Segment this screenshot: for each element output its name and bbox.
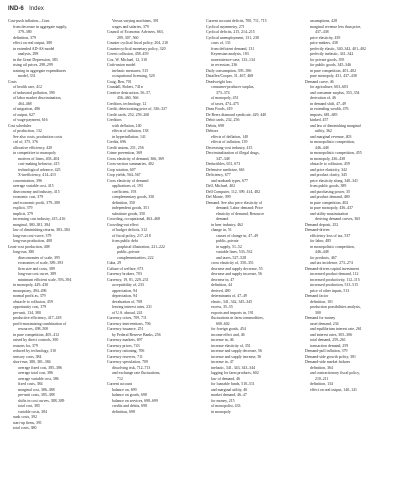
index-entry: for foreign goods, 454 <box>211 327 246 331</box>
index-entry: fixed costs, 384 <box>18 382 43 386</box>
index-entry: for money, 215 <box>211 398 235 403</box>
index-entry: explicit, 379 <box>13 206 33 210</box>
index-entry: reasons for, 379 <box>13 343 38 348</box>
index-entry: perfectly elastic, 340–342, 401–402 <box>310 46 366 51</box>
index-entry: for loanable funds, 510–511 <box>211 382 255 386</box>
index-entry: of health care, 412 <box>13 85 42 89</box>
index-column-4 <box>305 19 400 475</box>
index-entry: long-run, 380 <box>13 250 35 254</box>
index-entry: 437–438 <box>315 30 329 34</box>
index-entry: in monopoly <box>211 409 231 414</box>
index-entry: in competitive to monopoly <box>13 151 57 155</box>
index-entry: Counter cyclical fiscal policy, 204, 210 <box>107 41 169 45</box>
index-entry: long-run cost curve, 389 <box>18 272 57 276</box>
index-entry: Cost schedules <box>8 123 32 128</box>
index-entry: Demand-pull inflation, 379 <box>305 349 348 353</box>
index-entry: 456–460, 566 <box>117 96 139 100</box>
page-header <box>8 3 399 16</box>
index-entry: normal profit as, 379 <box>13 294 46 298</box>
index-entry: See also costs, production costs <box>13 134 63 139</box>
index-entry: wages and salaries, 379 <box>112 24 149 29</box>
index-entry: price of other inputs, 513 <box>310 288 350 293</box>
index-entry: Deficiency, 677 <box>206 173 231 177</box>
index-entry: of taxes, 474–475 <box>211 101 239 106</box>
index-entry: cross elasticity of, 350–351 <box>211 261 254 265</box>
index-entry: in monopolistic competition, <box>310 140 355 144</box>
index-entry: Cuba, 29 <box>107 261 122 265</box>
index-entry: for public goods, 345–346 <box>310 63 352 67</box>
index-entry: for private goods, 395 <box>310 57 345 62</box>
index-entry: definition, 44 <box>211 283 232 287</box>
index-entry: and equilibrium interest rate, 261 <box>310 327 362 331</box>
index-entry: Currency rationing, 706 <box>107 349 145 353</box>
index-entry: appreciation, 94 <box>112 288 138 293</box>
index-entry: in pure competition, 405–412 <box>13 332 60 337</box>
index-entry: Currency, 19, 81, 229–231 <box>107 277 149 282</box>
index-entry: effects of deflation, 140 <box>211 134 249 139</box>
index-entry: of monopoly, 451 <box>211 96 239 100</box>
index-entry: inelastic measures, 515 <box>112 68 149 73</box>
index-entry: depreciation, 94 <box>112 294 138 298</box>
index-entry: derived, 480 <box>211 288 231 293</box>
index-entry: 446–448 <box>315 145 329 150</box>
index-entry: deriving demand curves, 365 <box>315 217 361 221</box>
index-entry: Currency prices, 743 <box>107 343 140 348</box>
index-entry: Crowding-out effect <box>107 222 139 227</box>
index-entry: variable lines, 533–532 <box>216 250 253 254</box>
index-entry: Cyclical asymmetry, 271 <box>206 24 245 29</box>
index-entry: pure monopoly, 431, 437–438 <box>310 74 357 78</box>
index-entry: increasing cost industry, 415–416 <box>13 217 66 221</box>
index-column-3 <box>206 19 301 475</box>
index-entry: decrease and supply increase, 56 <box>211 272 262 276</box>
index-entry: average fixed cost, 385–386 <box>18 365 62 370</box>
index-entry: Currency interventions, 706 <box>107 321 151 326</box>
index-entry: change in, 51 <box>211 228 232 232</box>
index-entry: minimum efficient scale, 393–394 <box>18 277 72 282</box>
index-entry: sunk costs, 392 <box>13 415 37 419</box>
index-entry: marginal revenue less than price, <box>310 24 362 29</box>
index-entry: increased product demand, 112 <box>310 272 359 276</box>
index-entry: and product clarity, 345 <box>310 173 347 177</box>
index-entry: average variable cost, 415 <box>13 184 54 188</box>
index-entry: occupational licensing, 520 <box>112 74 155 78</box>
index-entry: economic cost, 379 <box>13 195 44 199</box>
index-entry: elasticity of demand; Resource <box>216 211 265 216</box>
index-entry: for agriculture, 603–603 <box>310 85 348 89</box>
index-entry: in monopolistic competition, <box>310 244 355 249</box>
index-entry: 446–448 <box>315 250 329 254</box>
index-entry: increase and supply decrease, 56 <box>211 349 262 353</box>
index-entry: and exchange rate fluctuations, <box>112 371 161 375</box>
index-entry: market demand, 46–47 <box>211 393 247 397</box>
index-entry: and marginal revenue, 403 <box>310 134 352 139</box>
index-entry: and price elasticity, 342 <box>310 167 347 172</box>
index-entry: complementarities, 222 <box>117 255 154 260</box>
index-entry: of labor market discrimination, <box>13 96 62 100</box>
index-entry: inelastic, 341, 343, 343–344 <box>211 365 256 370</box>
index-entry: concentration, 396 <box>13 178 42 183</box>
index-entry: Current account deficits, 700, 711, 715 <box>206 19 267 23</box>
index-entry: graphical illustration, 221–222 <box>117 244 165 249</box>
index-entry: public–private <box>216 239 239 243</box>
index-entry: fluctuations in farm commodities, <box>211 316 264 320</box>
index-entry: with deflation, 140 <box>112 123 142 128</box>
index-entry: in monopoly, 429–430 <box>13 283 49 287</box>
index-entry: for products, 467 <box>310 255 337 260</box>
index-entry: increase elasticity of, 351 <box>211 343 251 348</box>
index-entry: Currency markets, 697 <box>107 338 143 342</box>
index-entry: Creditors, technology, 12 <box>107 101 147 106</box>
index-entry: and contractionary fiscal policy, <box>310 371 360 375</box>
index-entry: Cross elasticity of demand, 366, 369 <box>107 156 164 161</box>
index-entry: increased production, 513–515 <box>310 283 359 287</box>
index-entry: balance on services, 698–699 <box>112 398 158 403</box>
index-entry: Creditors <box>107 118 122 122</box>
index-entry: 600–602 <box>216 321 230 326</box>
index-entry: law of diminishing returns, 383–384 <box>13 228 70 232</box>
index-entry: production possibilities analysis, <box>310 305 361 309</box>
index-entry: Cyclical deficits, 215, 214–215 <box>206 30 255 34</box>
index-entry: Cyclical unemployment, 131, 238 <box>206 35 259 40</box>
index-entry: Crab-union model <box>107 63 136 67</box>
index-entry: coefficient, 193 <box>112 189 137 194</box>
index-entry: substitute goods, 350 <box>112 211 145 216</box>
index-entry: per-unit, 134, 380 <box>13 310 41 315</box>
index-entry: lagging for farm products, 602 <box>211 371 259 375</box>
index-entry: of wage payment, 616 <box>13 118 48 122</box>
index-entry: nonexistence-case, 133–134 <box>211 57 255 62</box>
index-entry: start-up firms, 391 <box>13 420 42 425</box>
index-entry: from deficient demand, 131 <box>211 46 255 51</box>
index-entry: definition, 379 <box>13 35 36 40</box>
index-entry: Crop rotation, 607 <box>107 167 136 172</box>
page-title: Index <box>29 6 44 12</box>
index-entry: dissolving risk, 712–713 <box>112 365 151 370</box>
index-entry: 209, 307, 560 <box>117 35 139 40</box>
index-entry: Daily consumption, 395–396 <box>206 68 252 73</box>
index-entry: Crandall, Robert, 741n <box>107 85 143 89</box>
index-entry: price elasticity, 439 <box>310 35 341 40</box>
index-entry: raised by direct controls, 390 <box>13 338 59 342</box>
index-entry: transaction demand, 259 <box>310 343 349 348</box>
index-entry: 347–348 <box>216 156 230 161</box>
index-entry: long-run production, 408 <box>13 239 53 243</box>
index-entry: allocative efficiency, 420 <box>13 145 53 150</box>
index-entry: sensory costs, 384 <box>13 354 42 359</box>
index-entry: decrease and supply decrease, 55 <box>211 266 263 271</box>
index-entry: balance on goods, 698 <box>112 393 147 397</box>
index-entry: of fiscal policy, 217–218 <box>112 233 151 238</box>
index-entry: effect on real output, 380 <box>13 41 53 45</box>
index-entry: definition, 101 <box>310 299 333 304</box>
index-entry: Demand-side market failures <box>305 360 351 364</box>
index-entry: Defensive medicine, 661 <box>206 167 245 172</box>
index-entry: definition, 698 <box>112 409 135 414</box>
index-entry: decrease in, 47 <box>211 277 235 282</box>
index-entry: exports and imports in, 191 <box>211 310 254 315</box>
index-entry: Creative destruction, 56–57, <box>107 90 152 95</box>
index-entry: Decreasing-cost industry, 415 <box>206 145 253 150</box>
index-entry: increase in, 46 <box>211 338 234 342</box>
index-entry: in pure monopoly, 436–437 <box>310 206 353 210</box>
index-column-1 <box>8 19 103 475</box>
index-entry: devaluation of, 708 <box>112 299 143 304</box>
index-entry: increased productivity, 112–115 <box>310 277 360 282</box>
index-entry: and product demand, 480 <box>310 195 350 199</box>
index-entry: and consumer surplus, 353, 354 <box>310 90 360 95</box>
index-entry: ctrl of, 375, 376 <box>13 140 38 144</box>
index-entry: of budget deficits, 312 <box>112 228 148 232</box>
index-entry: motives of firms, 403–404 <box>18 156 60 161</box>
index-entry: 300 <box>315 310 321 315</box>
index-entry: Demand-side growth policy, 381 <box>305 354 356 359</box>
index-entry: demand; Labor demand; Price <box>216 206 263 210</box>
index-entry: Credit unions, 251, 256 <box>107 145 144 150</box>
index-entry: Dataflex/Cooper, 31, 467, 468 <box>206 74 254 78</box>
index-entry: definition, 134 <box>310 382 333 386</box>
index-entry: of U.S. abroad, 241 <box>112 310 143 315</box>
index-entry: in extending wealth, 476 <box>310 107 349 111</box>
index-entry: Costs <box>8 79 17 84</box>
index-entry: Versus varying machines, 391 <box>112 19 159 23</box>
page-number: IND-6 <box>8 6 24 12</box>
index-entry: Demand-driven capital investment <box>305 266 359 271</box>
index-entry: and law of diminishing marginal <box>310 123 361 128</box>
index-entry: in demand shift, 47–49 <box>310 101 346 106</box>
index-entry: determinants of, 47–49 <box>211 294 247 298</box>
index-entry: diseconomy and industry, 415 <box>13 189 60 194</box>
index-entry: Demand-driven <box>305 228 330 232</box>
index-entry: excess, 35–55 <box>211 305 233 309</box>
index-entry: and purchasing power, 35 <box>310 189 351 194</box>
index-entry: costs of, 131 <box>211 41 231 45</box>
index-entry: in hyperinflation, 141 <box>112 134 146 139</box>
index-entry: Decriminalization of illegal drugs, <box>206 151 260 155</box>
index-entry: leaving interest rates, 231 <box>112 305 152 309</box>
index-entry: price makers, 438 <box>310 41 338 45</box>
index-entry: public–private <box>117 250 140 254</box>
index-columns <box>8 19 401 475</box>
index-entry: in pure competition, 402 <box>310 200 349 205</box>
index-entry: 712 <box>117 376 123 381</box>
index-entry: of monopolist, 433 <box>211 404 241 408</box>
index-entry: Currency speculation, 709 <box>107 360 148 364</box>
index-entry: in supply, 51–52 <box>216 244 242 249</box>
index-entry: Keynesian analysis, 183 <box>211 52 249 56</box>
index-entry: derivation of, 46 <box>310 96 336 100</box>
index-entry: Currency brokers, 703 <box>107 272 142 276</box>
index-entry: Cost-push inflation—Cont. <box>8 19 51 23</box>
index-entry: reduced by technology, 310 <box>13 349 56 353</box>
index-entry: Council of Economic Advisers, 663, <box>107 30 164 34</box>
index-entry: of production, 132 <box>13 129 42 133</box>
index-entry: Dell, Michael, 402 <box>206 184 236 188</box>
index-entry: assumptions, 428 <box>310 19 338 23</box>
index-entry: productive efficiency, 417–418 <box>13 316 62 320</box>
index-entry: resources, 498–500 <box>18 327 49 331</box>
index-entry: increase and supply increase, 56 <box>211 354 262 359</box>
index-entry: marginal cost, 386–388 <box>18 387 55 392</box>
index-entry: complementary goods, 350 <box>112 195 155 199</box>
index-entry: in monopolistic competition, 455 <box>310 151 362 155</box>
index-entry: from decrease in aggregate supply, <box>13 24 68 29</box>
index-entry: Culture of welfare, 673 <box>107 266 144 271</box>
index-entry: for labor, 485 <box>310 239 332 243</box>
index-entry: effect on real output, 140–141 <box>310 387 357 392</box>
index-entry: of migration, 486 <box>13 107 41 111</box>
index-entry: per-unit costs, 385–388 <box>18 393 55 397</box>
index-entry: Covert collusion, 458–459 <box>107 52 149 56</box>
index-entry: economies of scale, 389–393 <box>18 261 64 265</box>
index-entry: of industrial pollution, 390 <box>13 90 55 95</box>
index-entry: efficiency loss of tax, 537 <box>310 233 351 238</box>
index-entry: diseconomies of scale, 395 <box>18 255 60 260</box>
index-entry: Demand. See also price elasticity of <box>206 200 262 205</box>
index-entry: Dean Foods, 419 <box>206 107 233 111</box>
index-entry: Crime prevention, 369 <box>107 151 143 155</box>
index-entry: Cross elasticity of demand <box>107 178 149 183</box>
index-entry: long-run cost-curve, 379 <box>13 233 52 238</box>
index-entry: Debits, 698 <box>206 123 224 128</box>
index-column-2 <box>107 19 202 475</box>
index-entry: obstacle to collusion, 459 <box>13 299 53 304</box>
index-entry: variable costs, 384 <box>18 409 48 414</box>
index-entry: Credit, deteriorating price of, 336–337 <box>107 107 168 111</box>
index-entry: demand <box>216 217 229 221</box>
index-entry: asset demand, 234 <box>310 321 339 326</box>
index-entry: shifts in cost curves, 388–389 <box>18 398 65 403</box>
index-entry: by Federal Reserve Banks, 256 <box>112 332 161 337</box>
index-entry: marginal, 380–381, 384 <box>13 222 51 227</box>
index-entry: Debit cards, 232, 256 <box>206 118 240 122</box>
index-entry: X-inefficiency, 414–415 <box>18 173 56 177</box>
index-entry: Demand curve, 46 <box>305 79 334 84</box>
index-entry: in the Great Depression, 383 <box>13 57 58 62</box>
index-entry: opportunity cost, 379 <box>13 305 47 309</box>
index-entry: definition, 364 <box>310 365 333 370</box>
index-entry: total costs, 380 <box>13 426 37 430</box>
index-entry: Currency reserves, 711 <box>107 354 143 359</box>
index-entry: Current account <box>107 382 132 386</box>
index-entry: in extended AD-AS model <box>13 46 55 51</box>
index-entry: and tax incidence, 273–274 <box>310 261 353 265</box>
index-entry: Del Monte, 399 <box>206 195 231 199</box>
index-entry: and marginal utility, 46 <box>211 387 248 392</box>
index-entry: Crop yields, 564–567 <box>107 173 141 177</box>
index-entry: in recession, 236 <box>211 63 238 67</box>
index-entry: from public debt <box>112 239 138 243</box>
index-entry: technological advance, 425 <box>18 167 61 172</box>
index-entry: and nonbank types, 677 <box>211 178 248 183</box>
index-entry: effects of inflation, 139 <box>211 140 248 144</box>
index-entry: De Beers diamond syndicate, 429, 440 <box>206 112 267 117</box>
index-entry: Dell Computer, 112, 399, 414, 482 <box>206 189 261 194</box>
index-entry: profit-maximizing combination of <box>13 321 67 326</box>
index-entry: cost-making behavior, 415 <box>18 162 60 166</box>
index-entry: implicit, 379 <box>13 211 33 216</box>
index-entry: Cross-section summaries, 402 <box>107 162 154 166</box>
index-entry: Demand for money <box>305 316 336 320</box>
index-entry: Craig, Ben, 701 <box>107 79 132 84</box>
index-entry: applications of, 193 <box>112 184 143 188</box>
index-entry: average total cost, 386 <box>18 371 54 375</box>
index-entry: Countercyclical monetary policy, 320 <box>107 46 166 51</box>
index-entry: 210–211 <box>315 376 329 381</box>
index-entry: definition, 350 <box>112 200 135 205</box>
index-entry: in monopoly, 436–438 <box>310 156 346 161</box>
index-entry: Deductibles, 651, 673 <box>206 162 241 166</box>
index-entry: credits and debits, 698 <box>112 404 148 408</box>
index-entry: effects of inflation, 138 <box>112 129 149 133</box>
index-entry: acceptability of, 233 <box>112 283 144 287</box>
index-entry: consumer-producer surplus, <box>211 85 255 89</box>
index-entry: and utility maximization <box>310 211 349 216</box>
index-entry: Currency crises, 709, 711 <box>107 316 147 320</box>
index-entry: and interest rates, 305–306 <box>310 332 352 337</box>
index-entry: model, 331 <box>18 74 36 78</box>
index-entry: independent goods, 351 <box>112 206 150 210</box>
index-entry: short-run, 380, 381–384 <box>13 360 51 364</box>
index-entry: Least-cost production, 408 <box>8 244 50 249</box>
index-entry: and economic profit, 379–380 <box>13 200 60 205</box>
index-entry: in pure competition, 401–402 <box>310 68 357 73</box>
index-entry: causes of change in, 47–49 <box>216 233 259 238</box>
index-entry: firm size and costs, 389 <box>18 266 55 271</box>
index-entry: obstacle to collusion, 459 <box>310 162 350 166</box>
index-entry: perfectly inelastic, 341–342 <box>310 52 354 56</box>
index-entry: utility, 362 <box>315 129 332 133</box>
index-entry: imports, 681–685 <box>310 112 338 117</box>
index-entry: kinked, 457 <box>310 118 329 122</box>
index-entry: balance on, 699 <box>112 387 137 392</box>
index-entry: from public goods, 389 <box>310 184 347 188</box>
index-entry: and taxes, 527–528 <box>216 255 247 260</box>
index-entry: price elasticity along, 340–341 <box>310 178 358 183</box>
index-entry: elastic, 341, 342, 345–345 <box>211 299 253 304</box>
index-entry: 379–380 <box>18 30 32 34</box>
index-entry: income effect and, 46 <box>211 332 245 337</box>
index-entry: rising oil prices, 298–299 <box>13 63 53 67</box>
index-entry: in beer industry, 462 <box>211 222 243 227</box>
index-entry: Credits, 696 <box>107 140 127 144</box>
index-entry: Credit cards, 252, 259–260 <box>107 112 150 117</box>
index-entry: Cox, W. Michael, 12, 310 <box>107 57 147 62</box>
index-entry: increase in, 47 <box>211 360 234 364</box>
index-entry: law of demand, 46 <box>211 376 240 381</box>
index-entry: 464–468 <box>18 101 32 106</box>
index-entry: training in aggregate expenditures <box>13 68 67 73</box>
index-entry: analysis, 298 <box>18 52 39 56</box>
index-entry: Currency issuance, 251 <box>107 327 144 331</box>
index-entry: Demand factor <box>305 294 329 298</box>
index-entry: Crowding, occupational, 463–468 <box>107 217 160 221</box>
index-entry: monopsony, 494–496 <box>13 288 47 293</box>
index-entry: Debtors <box>206 129 219 133</box>
index-entry: of output, 627 <box>13 112 35 117</box>
index-entry: Deadweight loss <box>206 79 232 84</box>
index-entry: total demand, 259–261 <box>310 338 346 342</box>
index-entry: 373–374 <box>216 90 230 95</box>
index-entry: Demand deposit, 252 <box>305 222 339 227</box>
index-entry: average variable cost, 386 <box>18 376 59 381</box>
index-entry: total cost, 385 <box>18 404 40 408</box>
